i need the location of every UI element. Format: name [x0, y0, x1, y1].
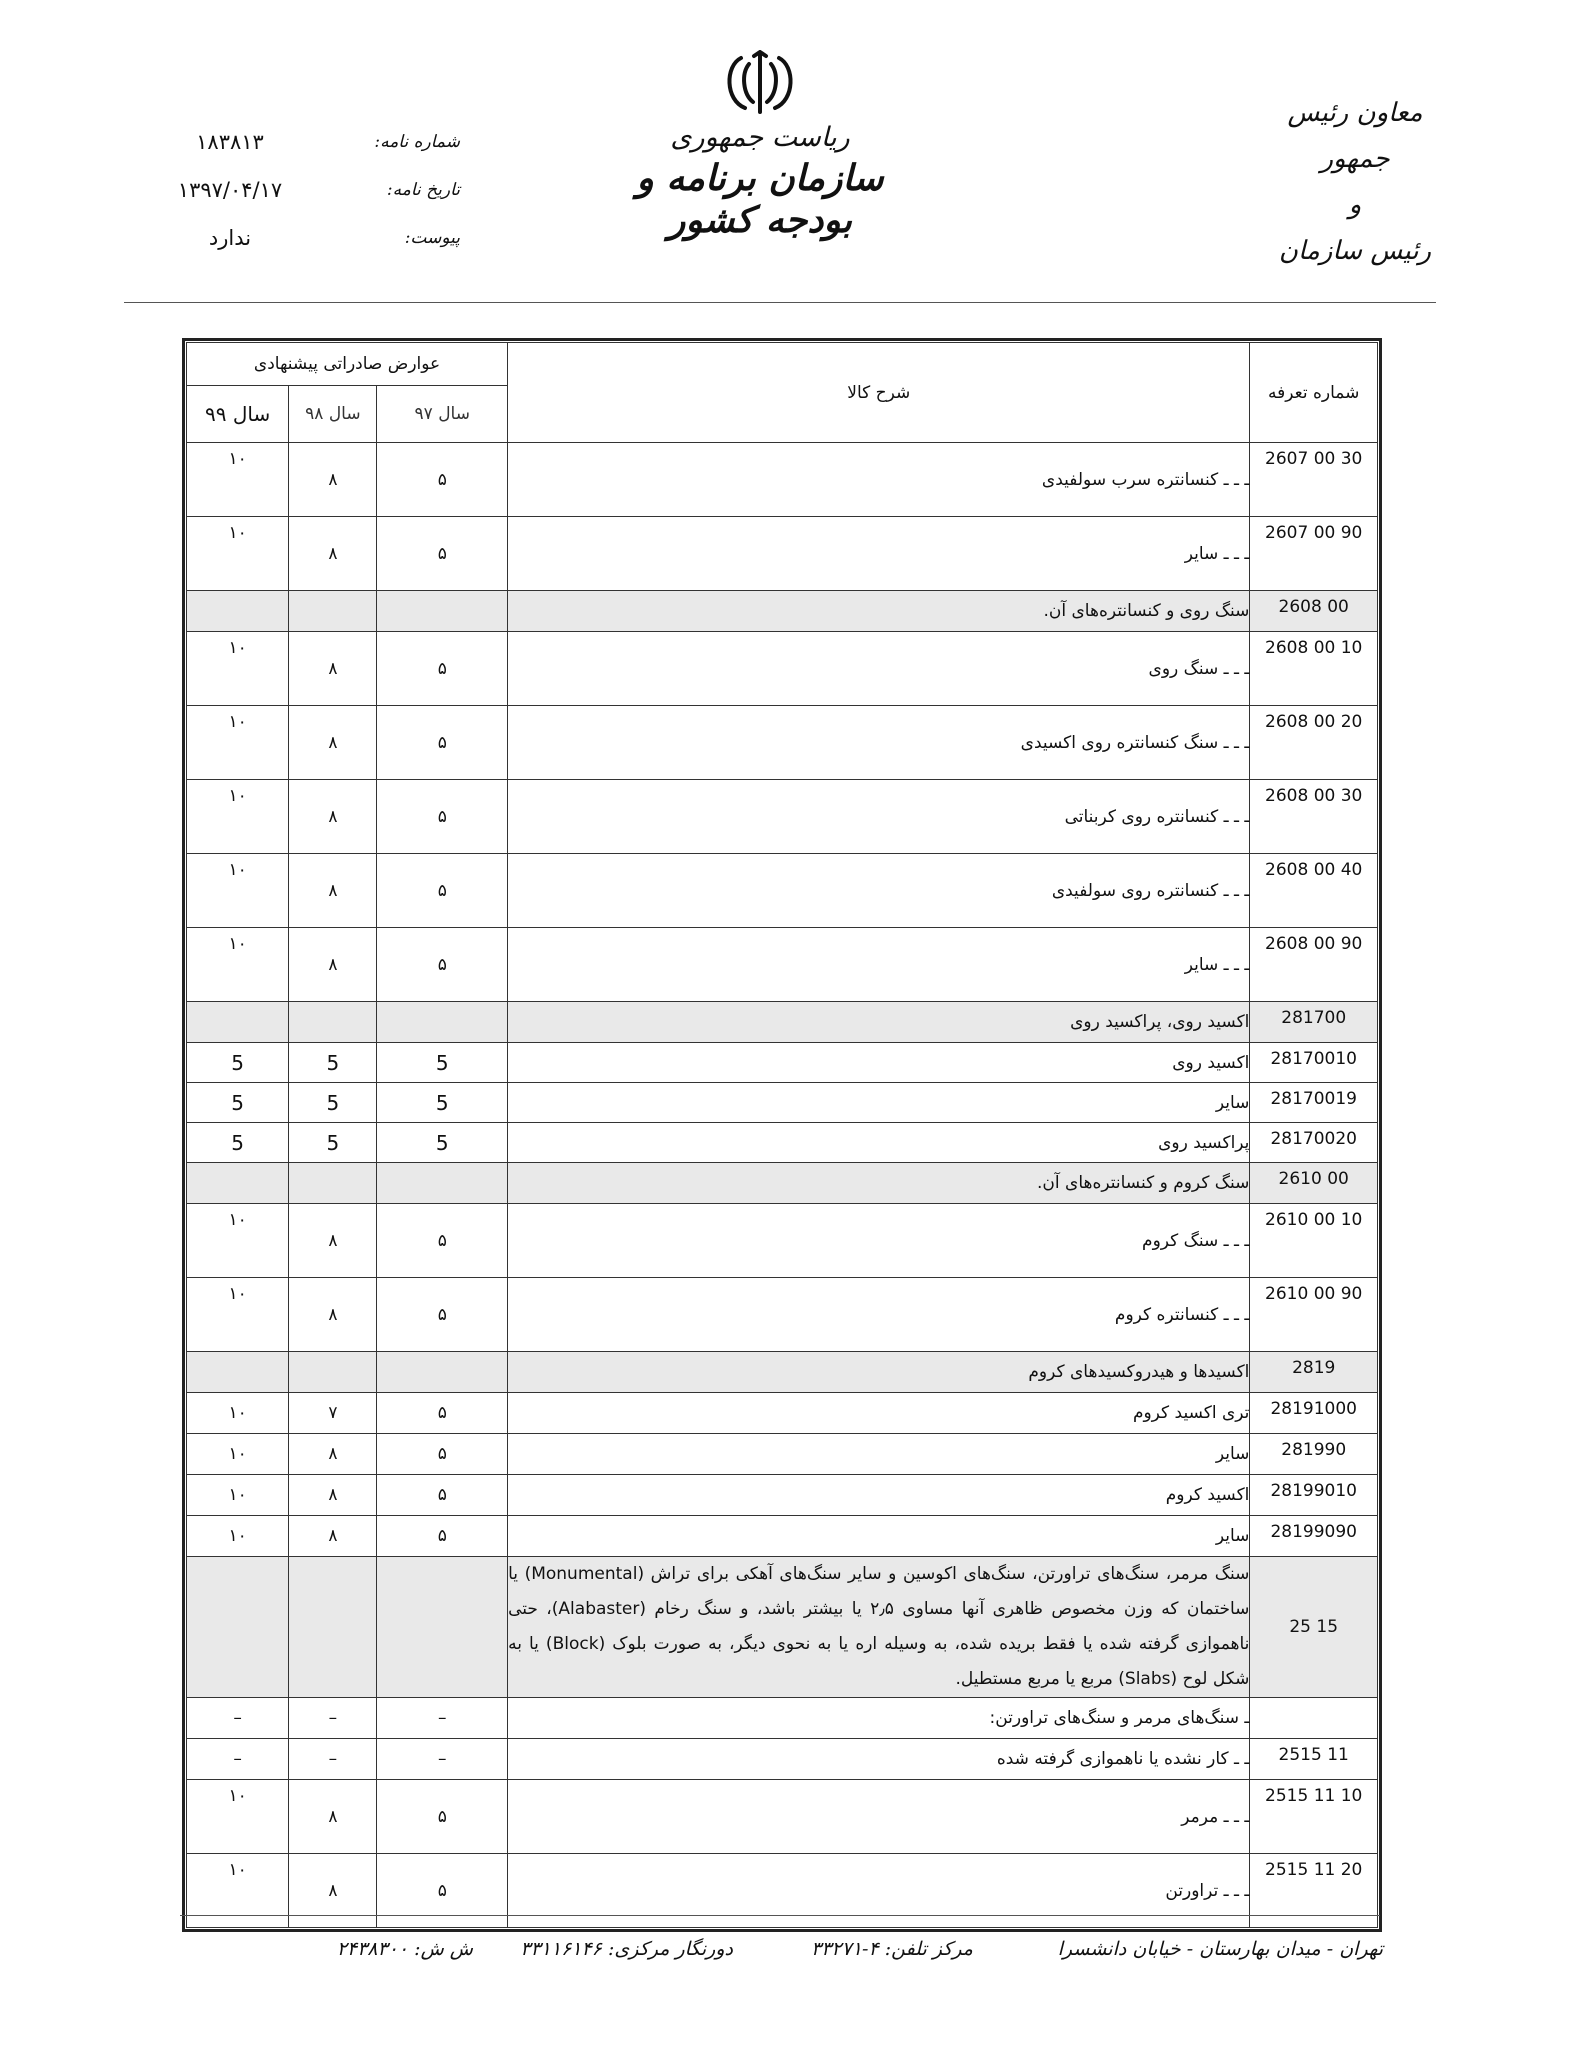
tariff-code: 28199090: [1250, 1516, 1378, 1557]
fax-value: ۳۳۱۱۶۱۴۶: [520, 1938, 602, 1960]
vp-title-line1: معاون رئیس جمهور: [1287, 98, 1423, 174]
header-year-97: سال ۹۷: [377, 386, 508, 443]
attachment-label: پیوست:: [404, 228, 460, 248]
letter-date: ۱۳۹۷/۰۴/۱۷: [177, 178, 283, 202]
letterhead-center: [590, 50, 930, 241]
item-description: ـ ـ کار نشده یا ناهموازی گرفته شده: [508, 1739, 1250, 1780]
item-description: ـ ـ ـ تراورتن: [508, 1854, 1250, 1928]
duty-year-98: ۸: [289, 632, 377, 706]
tariff-code: 28199010: [1250, 1475, 1378, 1516]
duty-year-98: [289, 1352, 377, 1393]
table-row: [187, 1393, 1378, 1434]
footer-address: تهران - میدان بهارستان - خیابان دانشسرا: [1057, 1938, 1383, 1960]
item-description: اکسید روی، پراکسید روی: [508, 1002, 1250, 1043]
footer-fax: [520, 1938, 733, 1960]
duty-year-98: [289, 1557, 377, 1698]
duty-year-99: ۱۰: [187, 706, 289, 780]
duty-year-99: ۱۰: [187, 632, 289, 706]
table-row: [187, 1698, 1378, 1739]
item-description: سایر: [508, 1083, 1250, 1123]
item-description: ـ ـ ـ کنسانتره سرب سولفیدی: [508, 443, 1250, 517]
tariff-code: 2515 11 20: [1250, 1854, 1378, 1928]
duty-year-99: [187, 1352, 289, 1393]
table-row: [187, 928, 1378, 1002]
table-row: [187, 1434, 1378, 1475]
letter-meta: [140, 118, 460, 262]
table-row: [187, 1557, 1378, 1698]
item-description: ـ سنگ‌های مرمر و سنگ‌های تراورتن:: [508, 1698, 1250, 1739]
item-description: ـ ـ ـ سایر: [508, 928, 1250, 1002]
header-tariff-code: شماره تعرفه: [1250, 343, 1378, 443]
duty-year-98: ۸: [289, 1780, 377, 1854]
footer-phone: [811, 1938, 973, 1960]
duty-year-98: ۸: [289, 1854, 377, 1928]
tariff-code: 28191000: [1250, 1393, 1378, 1434]
item-description: سنگ کروم و کنسانتره‌های آن.: [508, 1163, 1250, 1204]
table-row: [187, 1780, 1378, 1854]
item-description: سایر: [508, 1516, 1250, 1557]
table-row: [187, 1739, 1378, 1780]
table-row: [187, 1163, 1378, 1204]
item-description: سنگ مرمر، سنگ‌های تراورتن، سنگ‌های اکوسین و سایر سنگ‌های آهکی برای تراش (Monumental) یا ساختمان که وزن مخصوص ظاهری آنها مساوی ۲٫۵ یا بیشتر باشد، و سنگ رخام (Alabaster)، حتی ناهموازی گرفته شده یا فقط بریده شده، به وسیله اره یا به نحوی دیگر، به صورت بلوک (Block) یا به شکل لوح (Slabs) مربع یا مربع مستطیل.: [508, 1557, 1250, 1698]
fax-label: دورنگار مرکزی:: [607, 1938, 733, 1960]
item-description: ـ ـ ـ کنسانتره کروم: [508, 1278, 1250, 1352]
tariff-code: [1250, 1698, 1378, 1739]
item-description: اکسید کروم: [508, 1475, 1250, 1516]
tariff-code: 2607 00 30: [1250, 443, 1378, 517]
table-row: [187, 1002, 1378, 1043]
duty-year-97: –: [377, 1698, 508, 1739]
item-description: ـ ـ ـ سایر: [508, 517, 1250, 591]
tariff-code: 28170010: [1250, 1043, 1378, 1083]
tariff-code: 2608 00 10: [1250, 632, 1378, 706]
item-description: ـ ـ ـ مرمر: [508, 1780, 1250, 1854]
phone-label: مرکز تلفن:: [884, 1938, 973, 1960]
table-row: [187, 443, 1378, 517]
table-row: [187, 706, 1378, 780]
tariff-code: 2515 11 10: [1250, 1780, 1378, 1854]
duty-year-97: [377, 1352, 508, 1393]
duty-year-97: [377, 1002, 508, 1043]
tariff-code: 2608 00 30: [1250, 780, 1378, 854]
duty-year-99: ۱۰: [187, 1393, 289, 1434]
duty-year-97: ۵: [377, 706, 508, 780]
tariff-code: 28170020: [1250, 1123, 1378, 1163]
attachment-value: ندارد: [208, 226, 252, 250]
duty-year-97: [377, 591, 508, 632]
id-label: ش ش:: [414, 1938, 473, 1960]
duty-year-98: ۸: [289, 928, 377, 1002]
duty-year-99: ۱۰: [187, 1475, 289, 1516]
duty-year-99: ۱۰: [187, 1854, 289, 1928]
duty-year-97: ۵: [377, 1204, 508, 1278]
duty-year-98: ۸: [289, 1204, 377, 1278]
duty-year-98: 5: [289, 1043, 377, 1083]
duty-year-99: ۱۰: [187, 1516, 289, 1557]
duty-year-98: ۸: [289, 706, 377, 780]
duty-year-98: [289, 1163, 377, 1204]
table-row: [187, 632, 1378, 706]
item-description: پراکسید روی: [508, 1123, 1250, 1163]
iran-emblem-icon: [719, 50, 801, 116]
duty-year-97: ۵: [377, 928, 508, 1002]
duty-year-98: ۸: [289, 1278, 377, 1352]
duty-year-97: –: [377, 1739, 508, 1780]
duty-year-99: [187, 591, 289, 632]
duty-year-98: 5: [289, 1083, 377, 1123]
table-row: [187, 1854, 1378, 1928]
duty-year-98: ۷: [289, 1393, 377, 1434]
duty-year-99: [187, 1163, 289, 1204]
duty-year-97: ۵: [377, 1854, 508, 1928]
duty-year-97: ۵: [377, 1278, 508, 1352]
tariff-code: 281700: [1250, 1002, 1378, 1043]
table-row: [187, 780, 1378, 854]
duty-year-97: ۵: [377, 854, 508, 928]
table-row: [187, 1204, 1378, 1278]
duty-year-98: 5: [289, 1123, 377, 1163]
table-row: [187, 1278, 1378, 1352]
tariff-code: 28170019: [1250, 1083, 1378, 1123]
duty-year-97: ۵: [377, 780, 508, 854]
header-export-duties: عوارض صادراتی پیشنهادی: [187, 343, 508, 386]
letter-date-row: [140, 166, 460, 214]
item-description: ـ ـ ـ کنسانتره روی کربناتی: [508, 780, 1250, 854]
header-year-99: سال ۹۹: [187, 386, 289, 443]
vp-title: [1255, 90, 1455, 274]
duty-year-99: [187, 1002, 289, 1043]
tariff-code: 2608 00: [1250, 591, 1378, 632]
duty-year-99: ۱۰: [187, 1780, 289, 1854]
duty-year-99: ۱۰: [187, 1204, 289, 1278]
item-description: ـ ـ ـ سنگ روی: [508, 632, 1250, 706]
duty-year-98: –: [289, 1698, 377, 1739]
duty-year-97: [377, 1163, 508, 1204]
item-description: سایر: [508, 1434, 1250, 1475]
tariff-code: 2607 00 90: [1250, 517, 1378, 591]
attachment-row: [140, 214, 460, 262]
letter-date-label: تاریخ نامه:: [386, 180, 460, 200]
item-description: ـ ـ ـ سنگ کروم: [508, 1204, 1250, 1278]
duty-year-97: 5: [377, 1123, 508, 1163]
tariff-code: 2608 00 90: [1250, 928, 1378, 1002]
table-row: [187, 1516, 1378, 1557]
tariff-table: [186, 342, 1378, 1928]
duty-year-98: [289, 591, 377, 632]
phone-value: ۴-۳۳۲۷۱: [810, 1938, 879, 1960]
table-row: [187, 1475, 1378, 1516]
tariff-code: 25 15: [1250, 1557, 1378, 1698]
duty-year-99: 5: [187, 1123, 289, 1163]
table-row: [187, 1043, 1378, 1083]
table-row: [187, 1083, 1378, 1123]
duty-year-98: [289, 1002, 377, 1043]
header-year-98: سال ۹۸: [289, 386, 377, 443]
table-row: [187, 1123, 1378, 1163]
duty-year-97: ۵: [377, 632, 508, 706]
item-description: ـ ـ ـ سنگ کنسانتره روی اکسیدی: [508, 706, 1250, 780]
duty-year-97: [377, 1557, 508, 1698]
item-description: تری اکسید کروم: [508, 1393, 1250, 1434]
tariff-code: 2608 00 20: [1250, 706, 1378, 780]
duty-year-99: ۱۰: [187, 1434, 289, 1475]
table-row: [187, 591, 1378, 632]
tariff-code: 2515 11: [1250, 1739, 1378, 1780]
footer-id: [337, 1938, 473, 1960]
tariff-code: 2610 00: [1250, 1163, 1378, 1204]
item-description: ـ ـ ـ کنسانتره روی سولفیدی: [508, 854, 1250, 928]
organization-title: سازمان برنامه و بودجه کشور: [636, 157, 884, 241]
duty-year-99: ۱۰: [187, 928, 289, 1002]
letter-number: ۱۸۳۸۱۳: [196, 130, 264, 154]
duty-year-98: –: [289, 1739, 377, 1780]
table-row: [187, 517, 1378, 591]
duty-year-97: ۵: [377, 1393, 508, 1434]
duty-year-99: ۱۰: [187, 854, 289, 928]
duty-year-99: [187, 1557, 289, 1698]
item-description: اکسید روی: [508, 1043, 1250, 1083]
vp-title-line3: رئیس سازمان: [1278, 236, 1432, 266]
duty-year-99: ۱۰: [187, 1278, 289, 1352]
id-value: ۲۴۳۸۳۰۰: [336, 1938, 409, 1960]
duty-year-97: ۵: [377, 1516, 508, 1557]
duty-year-99: 5: [187, 1083, 289, 1123]
vp-title-line2: و: [1348, 190, 1362, 220]
tariff-code: 2819: [1250, 1352, 1378, 1393]
duty-year-97: ۵: [377, 1780, 508, 1854]
tariff-code: 2608 00 40: [1250, 854, 1378, 928]
duty-year-98: ۸: [289, 1516, 377, 1557]
item-description: اکسیدها و هیدروکسیدهای کروم: [508, 1352, 1250, 1393]
footer-divider: [180, 1915, 1380, 1916]
duty-year-99: 5: [187, 1043, 289, 1083]
duty-year-98: ۸: [289, 443, 377, 517]
duty-year-99: ۱۰: [187, 780, 289, 854]
duty-year-97: 5: [377, 1043, 508, 1083]
duty-year-97: ۵: [377, 443, 508, 517]
tariff-code: 2610 00 90: [1250, 1278, 1378, 1352]
duty-year-99: –: [187, 1698, 289, 1739]
duty-year-99: ۱۰: [187, 443, 289, 517]
header-description: شرح کالا: [508, 343, 1250, 443]
duty-year-98: ۸: [289, 1434, 377, 1475]
duty-year-98: ۸: [289, 517, 377, 591]
duty-year-99: ۱۰: [187, 517, 289, 591]
duty-year-97: ۵: [377, 1434, 508, 1475]
duty-year-97: 5: [377, 1083, 508, 1123]
duty-year-97: ۵: [377, 1475, 508, 1516]
letter-number-label: شماره نامه:: [374, 132, 460, 152]
duty-year-98: ۸: [289, 1475, 377, 1516]
table-row: [187, 854, 1378, 928]
letter-number-row: [140, 118, 460, 166]
presidency-title: ریاست جمهوری: [670, 122, 850, 153]
duty-year-99: –: [187, 1739, 289, 1780]
duty-year-97: ۵: [377, 517, 508, 591]
item-description: سنگ روی و کنسانتره‌های آن.: [508, 591, 1250, 632]
table-row: [187, 1352, 1378, 1393]
duty-year-98: ۸: [289, 854, 377, 928]
header-divider: [124, 302, 1436, 303]
tariff-code: 281990: [1250, 1434, 1378, 1475]
duty-year-98: ۸: [289, 780, 377, 854]
tariff-code: 2610 00 10: [1250, 1204, 1378, 1278]
